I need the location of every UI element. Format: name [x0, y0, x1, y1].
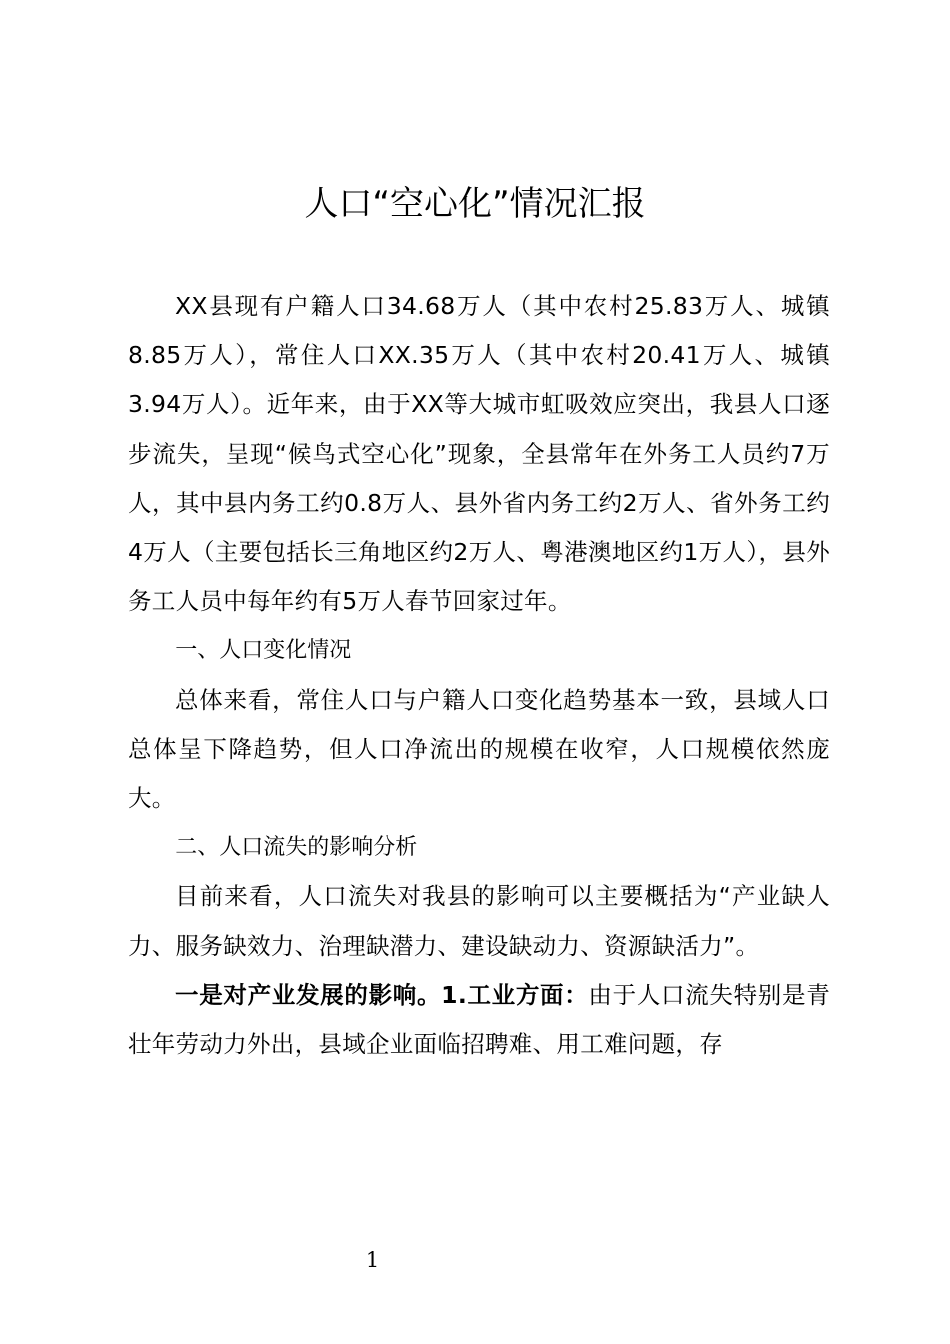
document-title: 人口“空心化”情况汇报 — [304, 184, 646, 224]
population-change-paragraph: 总体来看，常住人口与户籍人口变化趋势基本一致，县域人口总体呈下降趋势，但人口净流出的规模在收窄，人口规模依然庞大。 — [128, 685, 830, 813]
page-number: 1 — [365, 1248, 380, 1272]
section-heading-impact-analysis: 二、人口流失的影响分析 — [175, 835, 418, 861]
impact-analysis-paragraph: 目前来看，人口流失对我县的影响可以主要概括为“产业缺人力、服务缺效力、治理缺潜力、建设缺动力、资源缺活力”。 — [128, 882, 830, 960]
industry-impact-paragraph — [128, 971, 830, 1069]
intro-paragraph: XX县现有户籍人口34.68万人（其中农村25.83万人、城镇8.85万人），常住人口XX.35万人（其中农村20.41万人、城镇3.94万人）。近年来，由于XX等大城市虹吸效应突出，我县人口逐步流失，呈现“候鸟式空心化”现象，全县常年在外务工人员约7万人，其中县内务工约0.8万人、县外省内务工约2万人、省外务工约4万人（主要包括长三角地区约2万人、粤港澳地区约1万人），县外务工人员中每年约有5万人春节回家过年。 — [128, 292, 830, 616]
industry-impact-text: 由于人口流失特别是青壮年劳动力外出，县域企业面临招聘难、用工难问题，存 — [128, 980, 830, 1059]
document-body — [128, 282, 830, 1069]
section-heading-population-change: 一、人口变化情况 — [175, 638, 352, 664]
industry-impact-lead: 一是对产业发展的影响。1.工业方面： — [175, 980, 589, 1009]
